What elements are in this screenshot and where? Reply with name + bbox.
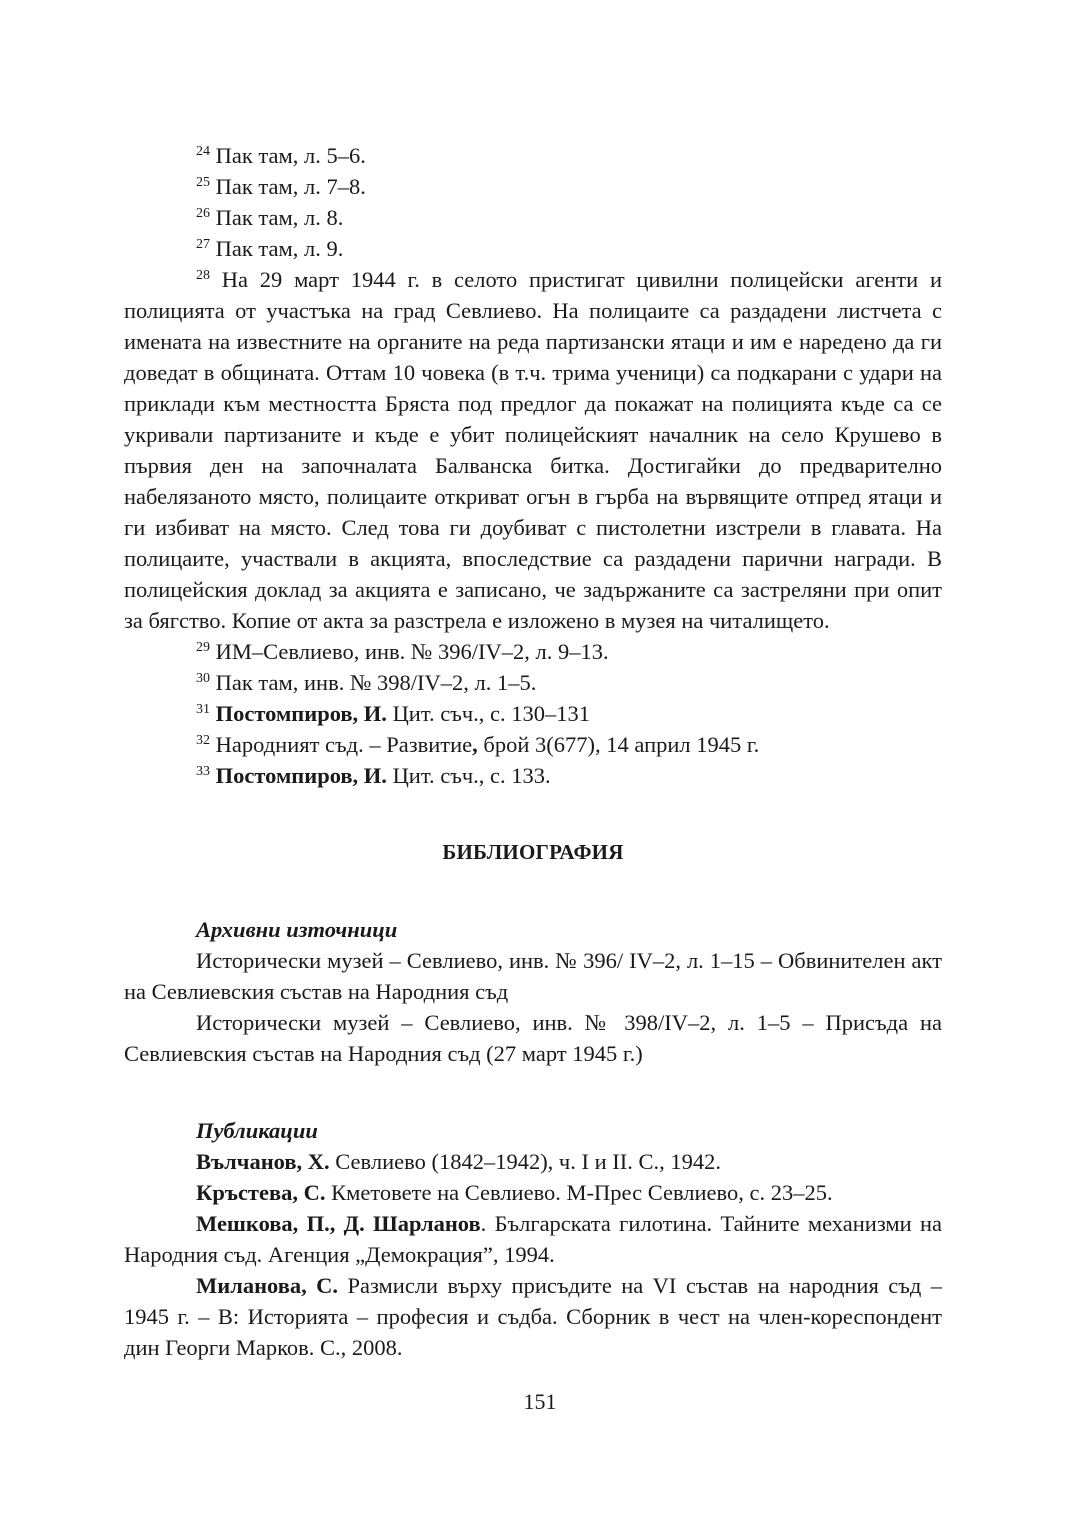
footnote-27 <box>124 233 942 264</box>
footnote-number: 30 <box>196 671 210 686</box>
publication-entry <box>124 1270 942 1363</box>
publication-author: Мешкова, П., Д. Шарланов <box>196 1211 481 1236</box>
footnote-text: Пак там, инв. № 398/IV–2, л. 1–5. <box>215 670 537 695</box>
publication-text: Севлиево (1842–1942), ч. I и II. С., 1942. <box>329 1149 722 1174</box>
footnote-text: Пак там, л. 7–8. <box>215 174 366 199</box>
footnote-number: 27 <box>196 237 210 252</box>
footnote-text: Пак там, л. 5–6. <box>215 143 366 168</box>
publication-entry <box>124 1208 942 1270</box>
footnote-author: Постомпиров, И. <box>215 701 387 726</box>
archive-entry: Исторически музей – Севлиево, инв. № 396/ IV–2, л. 1–15 – Обвинителен акт на Севлиевския състав на Народния съд <box>124 948 942 1004</box>
footnote-32 <box>124 729 942 760</box>
publication-text: Размисли върху присъдите на VI състав на народния съд – 1945 г. – В: Историята – професия и съдба. Сборник в чест на член-кореспондент дин Георги Марков. С., 2008. <box>124 1273 942 1360</box>
archive-entry: Исторически музей – Севлиево, инв. № 398/IV–2, л. 1–5 – Присъда на Севлиевския състав на Народния съд (27 март 1945 г.) <box>124 1010 942 1066</box>
footnote-number: 28 <box>196 268 210 283</box>
footnote-number: 32 <box>196 733 210 748</box>
footnote-28 <box>124 264 942 636</box>
footnote-comma: , <box>472 732 478 757</box>
publication-author: Кръстева, С. <box>196 1180 326 1205</box>
page-body <box>124 140 942 1363</box>
footnote-number: 25 <box>196 175 210 190</box>
footnote-33 <box>124 760 942 791</box>
publications-subheading: Публикации <box>196 1118 318 1143</box>
footnote-number: 24 <box>196 144 210 159</box>
archives-subheading: Архивни източници <box>196 917 398 942</box>
publication-text: . Българската гилотина. Тайните механизми на Народния съд. Агенция „Демокрация”, 1994. <box>124 1211 942 1267</box>
footnote-text-2: брой 3(677), 14 април 1945 г. <box>477 732 760 757</box>
footnote-text: ИМ–Севлиево, инв. № 396/IV–2, л. 9–13. <box>215 639 609 664</box>
footnote-author: Постомпиров, И. <box>215 763 387 788</box>
publication-author: Миланова, С. <box>196 1273 339 1298</box>
footnote-text: Цит. съч., с. 130–131 <box>386 701 591 726</box>
footnote-text: Пак там, л. 8. <box>215 205 344 230</box>
footnote-30 <box>124 667 942 698</box>
footnote-number: 33 <box>196 764 210 779</box>
publication-author: Вълчанов, Х. <box>196 1149 330 1174</box>
footnote-26 <box>124 202 942 233</box>
page-number: 151 <box>523 1389 557 1414</box>
footnote-24 <box>124 140 942 171</box>
publication-entry <box>124 1177 942 1208</box>
bibliography-heading: БИБЛИОГРАФИЯ <box>442 840 624 864</box>
publication-entry <box>124 1146 942 1177</box>
footnote-text: На 29 март 1944 г. в селото пристигат цивилни полицейски агенти и полицията от участъка на град Севлиево. На полицаите са раздадени листчета с имената на известните на органите на реда партизански ятаци и им е наредено да ги доведат в общината. Оттам 10 човека (в т.ч. трима ученици) са подкарани с удари на приклади към местността Бряста под предлог да покажат на полицията къде са се укривали партизаните и къде е убит полицейският началник на село Крушево в първия ден на започналата Балванска битка. Достигайки до предварително набелязаното място, полицаите откриват огън в гърба на вървящите отпред ятаци и ги избиват на място. След това ги доубиват с пистолетни изстрели в главата. На полицаите, участвали в акцията, впоследствие са раздадени парични награди. В полицейския доклад за акцията е записано, че задържаните са застреляни при опит за бягство. Копие от акта за разстрела е изложено в музея на читалището. <box>124 267 942 633</box>
footnote-29 <box>124 636 942 667</box>
footnote-number: 29 <box>196 640 210 655</box>
footnote-number: 31 <box>196 702 210 717</box>
footnote-number: 26 <box>196 206 210 221</box>
footnote-31 <box>124 698 942 729</box>
footnote-text: Народният съд. – Развитие <box>215 732 473 757</box>
footnote-text: Пак там, л. 9. <box>215 236 344 261</box>
footnote-25 <box>124 171 942 202</box>
publication-text: Кметовете на Севлиево. М-Прес Севлиево, с. 23–25. <box>325 1180 833 1205</box>
footnote-text: Цит. съч., с. 133. <box>386 763 551 788</box>
